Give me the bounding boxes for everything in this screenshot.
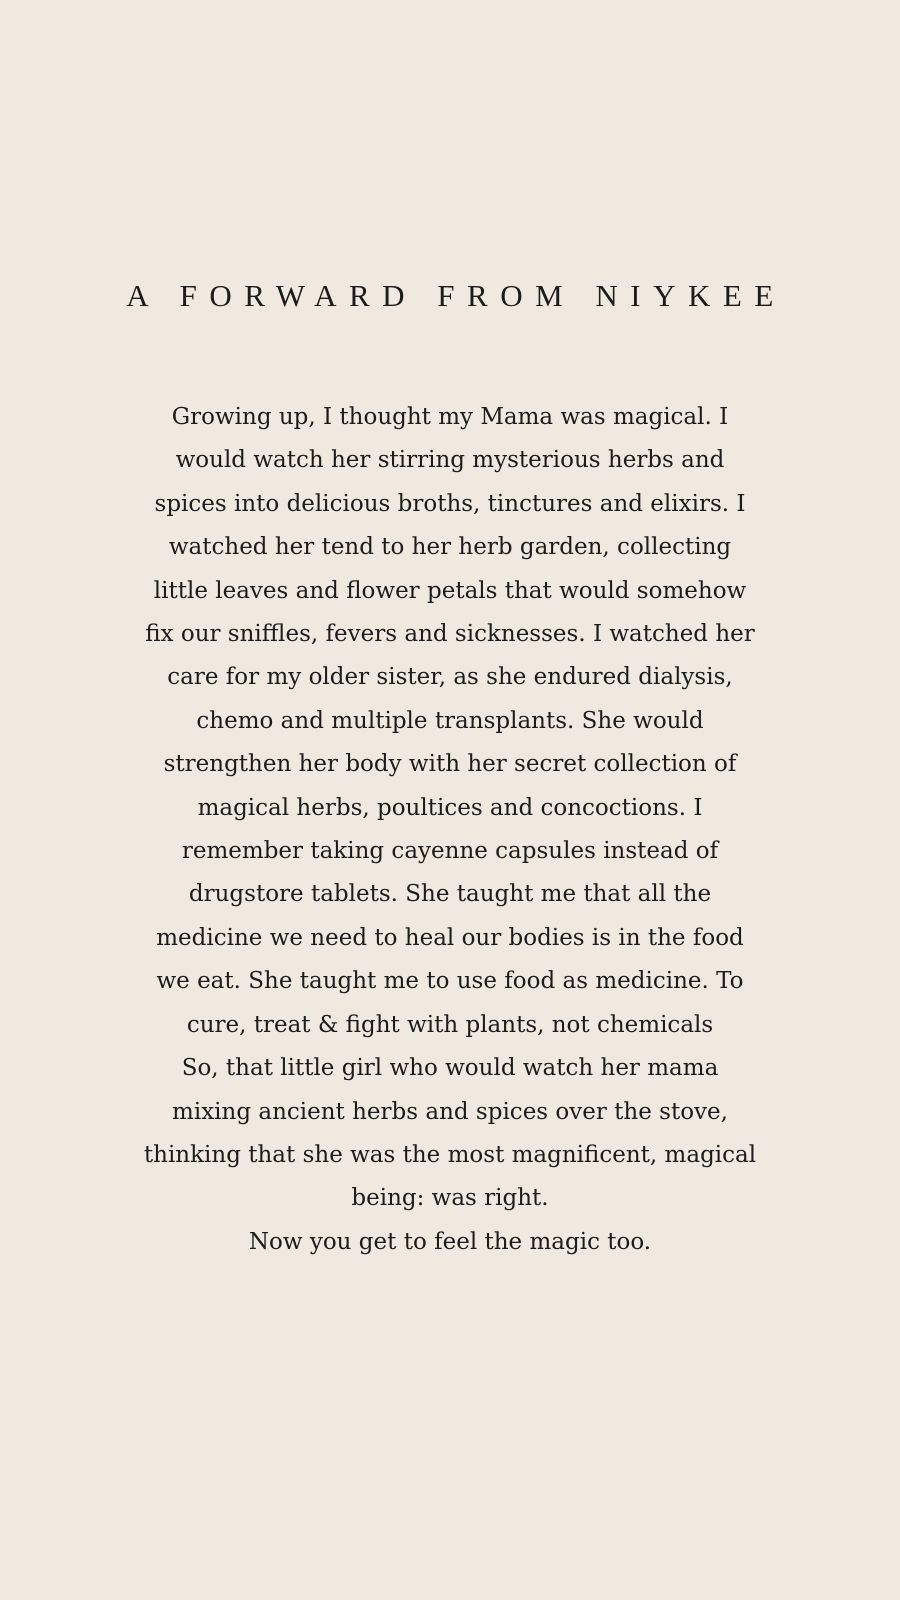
body-line: we eat. She taught me to use food as medicine. To <box>156 968 744 995</box>
body-line: remember taking cayenne capsules instead of <box>181 838 719 865</box>
body-line: watched her tend to her herb garden, collecting <box>168 534 732 561</box>
body-line: thinking that she was the most magnificent, magical <box>143 1141 757 1168</box>
body-line: cure, treat & fight with plants, not chemicals <box>186 1011 714 1038</box>
body-line: Growing up, I thought my Mama was magical. I <box>171 404 729 430</box>
page-title: A FORWARD FROM NIYKEE <box>126 278 786 313</box>
body-line: Now you get to feel the magic too. <box>248 1228 652 1255</box>
body-line: magical herbs, poultices and concoctions. I <box>197 794 703 821</box>
body-line: medicine we need to heal our bodies is in the food <box>156 924 744 951</box>
body-line: chemo and multiple transplants. She would <box>196 707 704 734</box>
body-line: fix our sniffles, fevers and sicknesses. I watched her <box>145 621 755 648</box>
body-line: care for my older sister, as she endured dialysis, <box>167 664 733 691</box>
body-line: would watch her stirring mysterious herbs and <box>175 447 725 474</box>
body-line: being: was right. <box>351 1185 549 1212</box>
body-line: mixing ancient herbs and spices over the stove, <box>172 1098 728 1125</box>
body-line: drugstore tablets. She taught me that all the <box>188 881 712 908</box>
forward-body <box>100 396 800 1264</box>
body-line: So, that little girl who would watch her mama <box>181 1055 719 1082</box>
body-line: strengthen her body with her secret collection of <box>163 751 737 778</box>
body-line: little leaves and flower petals that would somehow <box>153 577 747 604</box>
body-line: spices into delicious broths, tinctures and elixirs. I <box>154 490 746 517</box>
